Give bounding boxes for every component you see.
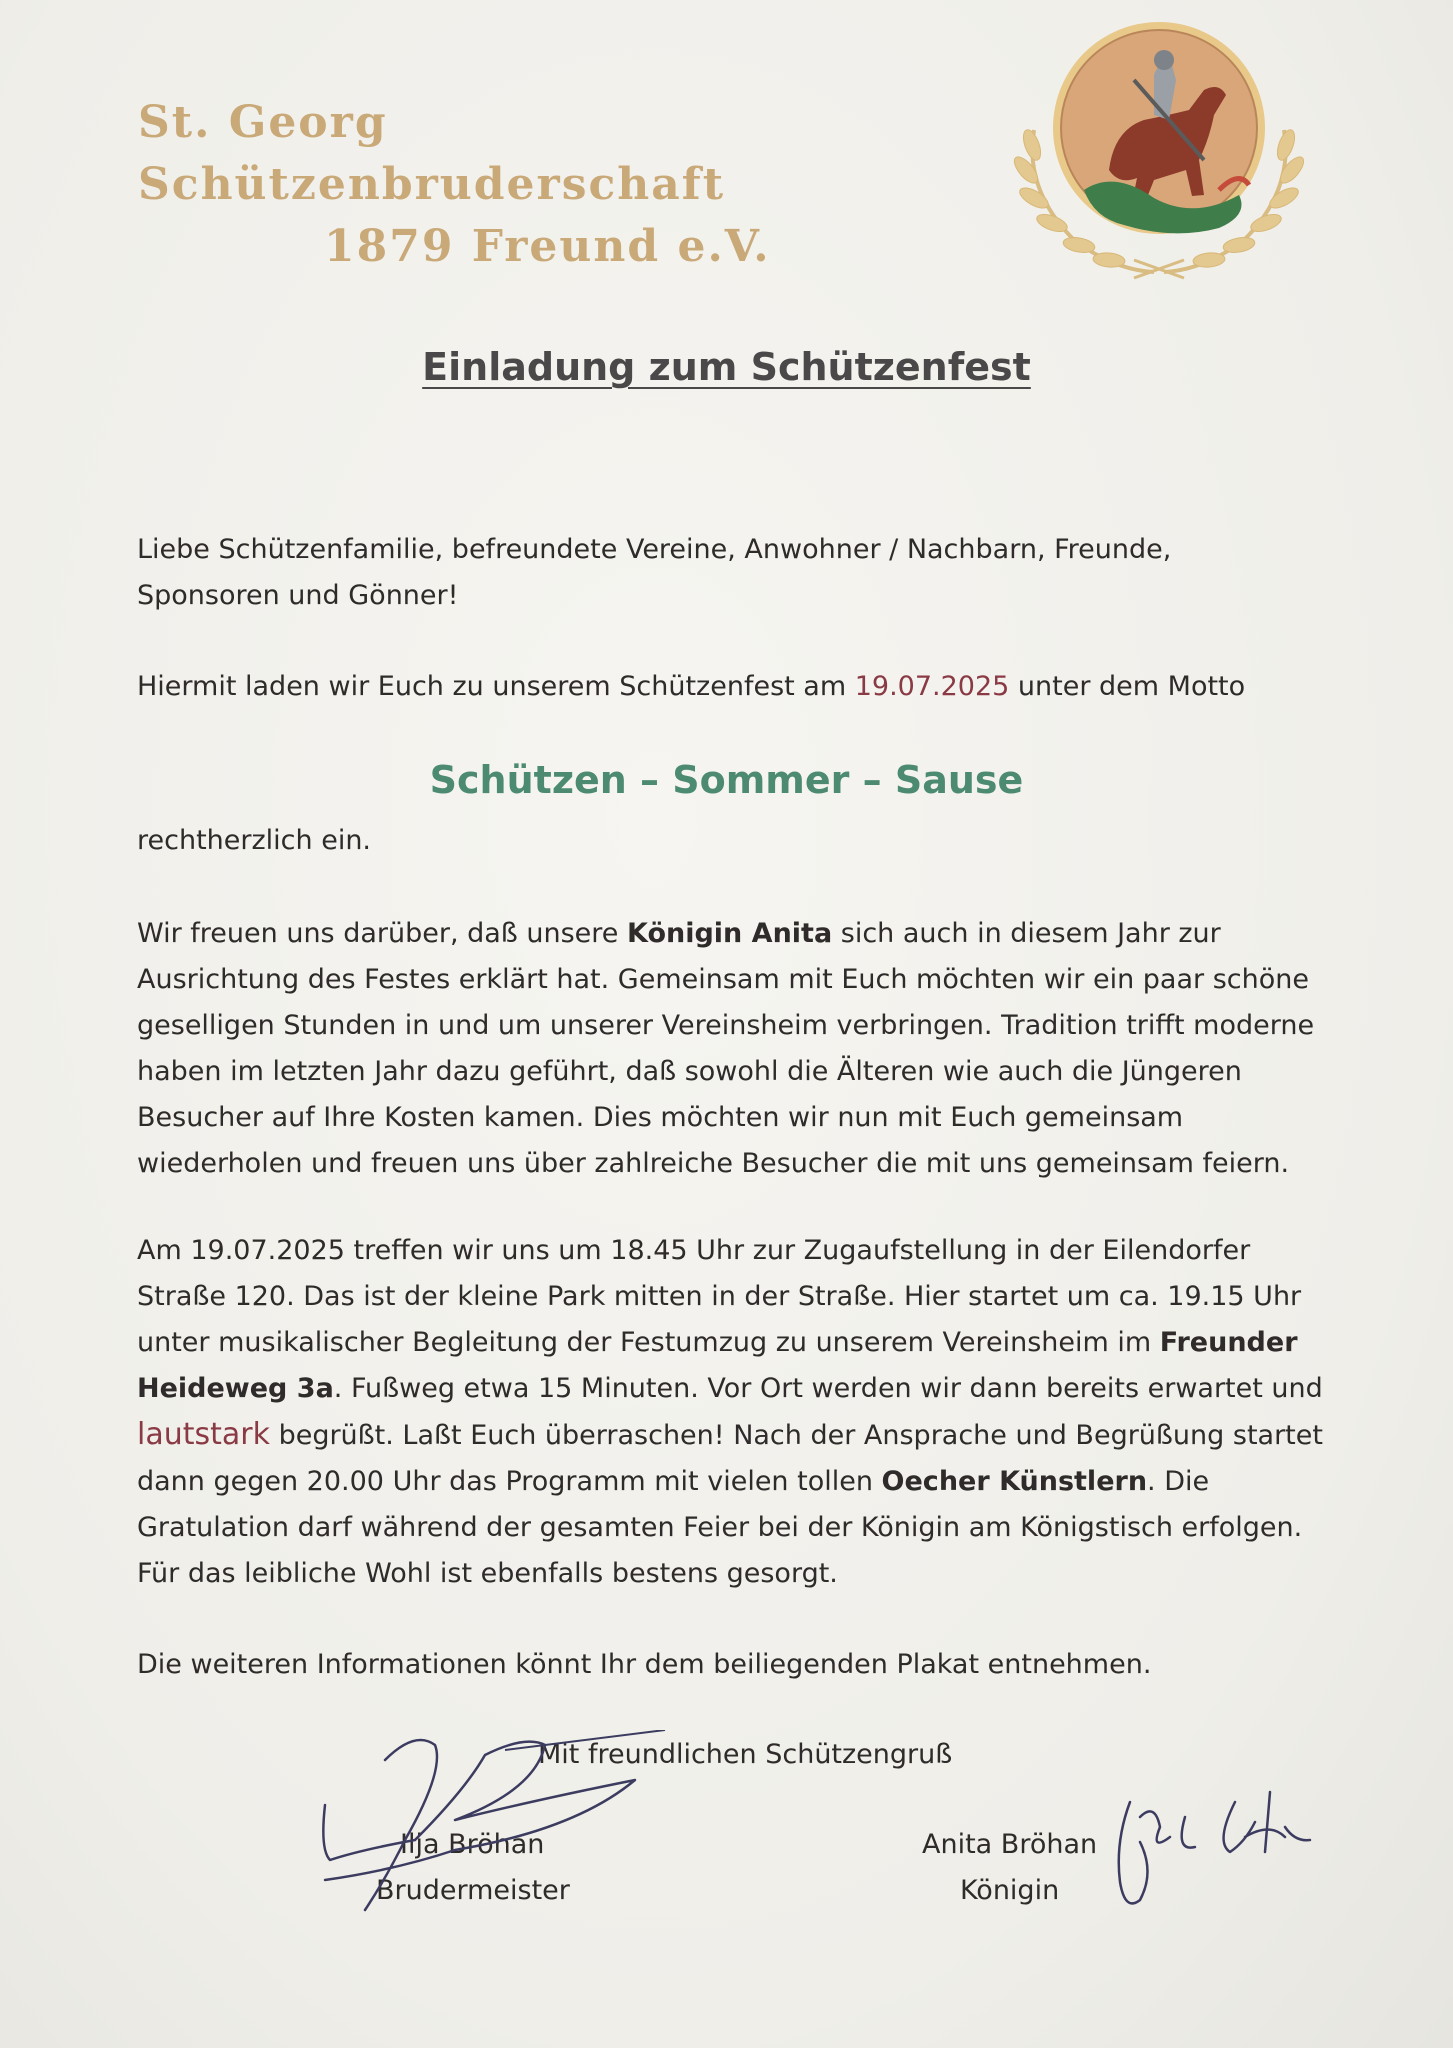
signatory-right-name: Anita Bröhan — [922, 1829, 1098, 1860]
signatory-right-role: Königin — [959, 1875, 1060, 1906]
signatory-left — [376, 1822, 570, 1914]
queen-name: Königin Anita — [627, 918, 833, 949]
greeting — [137, 527, 1377, 619]
venue-name: Freunder — [1159, 1327, 1298, 1358]
venue-street: Heideweg 3a — [137, 1373, 334, 1404]
greeting-line1: Liebe Schützenfamilie, befreundete Vereine, Anwohner / Nachbarn, Freunde, — [137, 534, 1172, 565]
club-name — [138, 92, 958, 278]
signatory-right — [922, 1822, 1097, 1914]
signatory-left-name: Ilja Bröhan — [400, 1829, 545, 1860]
event-date: 19.07.2025 — [854, 671, 1010, 702]
artists-highlight: Oecher Künstlern — [881, 1466, 1148, 1497]
paragraph-schedule: Am 19.07.2025 treffen wir uns um 18.45 Uhr zur Zugaufstellung in der Eilendorfer Straße 120. Das ist der kleine Park mitten in der Straße. Hier startet um ca. 19.15 Uhr unter musikalischer Begleitung der Festumzug zu unserem Vereinsheim im Freunder Heideweg 3a. Fußweg etwa 15 Minuten. Vor Ort werden wir dann bereits erwartet und lautstark begrüßt. Laßt Euch überraschen! Nach der Ansprache und Begrüßung startet dann gegen 20.00 Uhr das Programm mit vielen tollen Oecher Künstlern. Die Gratulation darf während der gesamten Feier bei der Königin am Königstisch erfolgen. Für das leibliche Wohl ist ebenfalls bestens gesorgt. — [137, 1235, 1323, 1589]
club-emblem-logo — [1004, 20, 1314, 280]
greeting-line2: Sponsoren und Gönner! — [137, 580, 459, 611]
invitation-line: Hiermit laden wir Euch zu unserem Schützenfest am 19.07.2025 unter dem Motto — [137, 671, 1246, 702]
info-line: Die weiteren Informationen könnt Ihr dem beiliegenden Plakat entnehmen. — [137, 1649, 1152, 1680]
document-title: Einladung zum Schützenfest — [422, 345, 1031, 389]
lautstark-highlight: lautstark — [137, 1417, 270, 1452]
closing-greeting: Mit freundlichen Schützengruß — [538, 1739, 953, 1770]
signatory-left-role: Brudermeister — [376, 1875, 570, 1906]
paragraph-queen: Wir freuen uns darüber, daß unsere Königin Anita sich auch in diesem Jahr zur Ausrichtung des Festes erklärt hat. Gemeinsam mit Euch möchten wir ein paar schöne geselligen Stunden in und um unserer Vereinsheim verbringen. Tradition trifft moderne haben im letzten Jahr dazu geführt, daß sowohl die Älteren wie auch die Jüngeren Besucher auf Ihre Kosten kamen. Dies möchten wir nun mit Euch gemeinsam wiederholen und freuen uns über zahlreiche Besucher die mit uns gemeinsam feiern. — [137, 918, 1315, 1179]
invitation-closing: rechtherzlich ein. — [137, 825, 372, 856]
club-name-line2: 1879 Freund e.V. — [324, 221, 771, 272]
event-motto: Schützen – Sommer – Sause — [429, 758, 1024, 802]
club-name-line1: St. Georg Schützenbruderschaft — [138, 97, 726, 210]
